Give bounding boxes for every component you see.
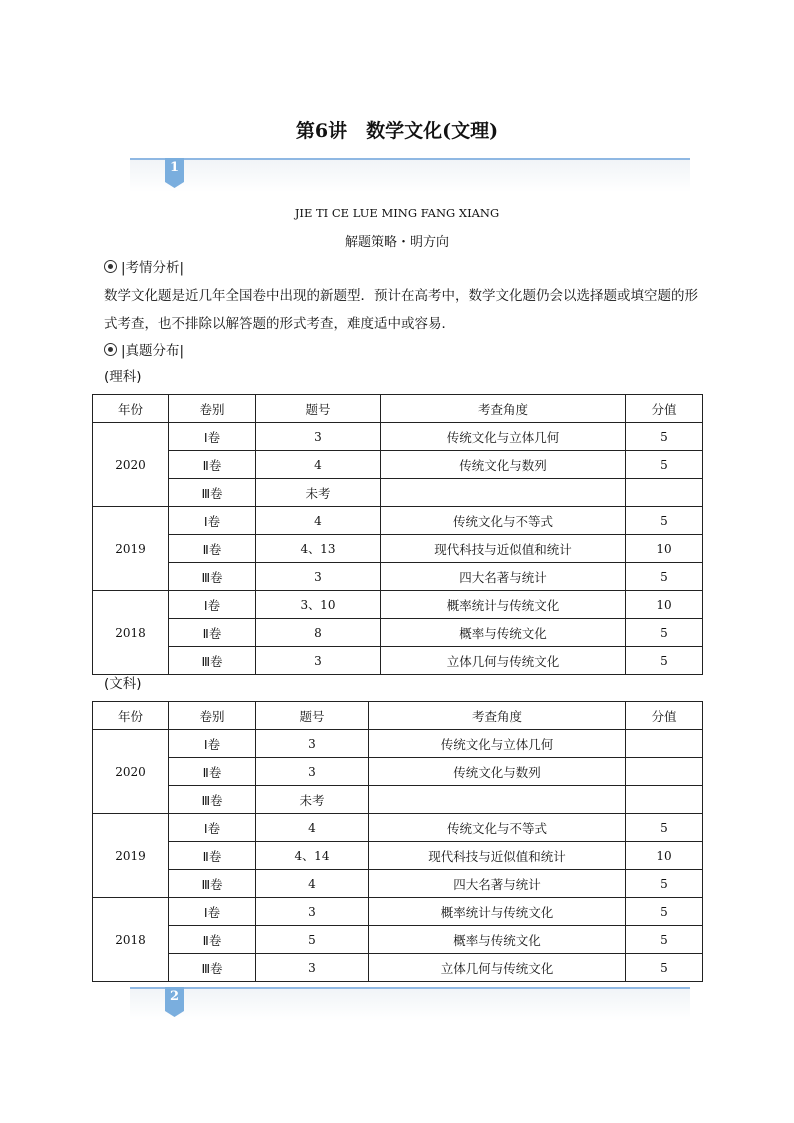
column-header: 题号	[256, 702, 369, 730]
cell-score: 5	[626, 898, 703, 926]
table-header-row	[93, 395, 703, 423]
column-header: 考查角度	[369, 702, 626, 730]
table-row	[93, 842, 703, 870]
table-row	[93, 479, 703, 507]
cell-score	[626, 730, 703, 758]
analysis-paragraph-line2: 式考查，也不排除以解答题的形式考查，难度适中或容易．	[104, 316, 455, 332]
column-header: 卷别	[169, 395, 256, 423]
circle-marker-icon	[104, 260, 117, 273]
subtitle: 解题策略・明方向	[344, 235, 449, 250]
cell-topic: 传统文化与数列	[369, 758, 626, 786]
cell-q: 3	[256, 647, 381, 675]
table-row	[93, 954, 703, 982]
cell-topic: 概率统计与传统文化	[369, 898, 626, 926]
cell-score: 5	[626, 563, 703, 591]
cell-score: 5	[626, 619, 703, 647]
cell-paper: Ⅲ卷	[169, 954, 256, 982]
table-row	[93, 451, 703, 479]
cell-topic: 概率与传统文化	[369, 926, 626, 954]
cell-year: 2018	[93, 591, 169, 675]
table-row	[93, 423, 703, 451]
cell-topic: 传统文化与立体几何	[381, 423, 626, 451]
cell-q: 4	[256, 507, 381, 535]
cell-q: 4	[256, 814, 369, 842]
cell-topic	[381, 479, 626, 507]
table-row	[93, 507, 703, 535]
cell-topic	[369, 786, 626, 814]
table-row	[93, 870, 703, 898]
cell-topic: 现代科技与近似值和统计	[369, 842, 626, 870]
cell-score	[626, 786, 703, 814]
table-row	[93, 535, 703, 563]
page-title: 第6讲 数学文化(文理)	[295, 120, 499, 142]
cell-topic: 传统文化与数列	[381, 451, 626, 479]
cell-paper: Ⅱ卷	[169, 758, 256, 786]
circle-marker-icon	[104, 343, 117, 356]
cell-score	[626, 479, 703, 507]
cell-q: 3	[256, 730, 369, 758]
column-header: 分值	[626, 702, 703, 730]
column-header: 分值	[626, 395, 703, 423]
cell-topic: 传统文化与立体几何	[369, 730, 626, 758]
cell-paper: Ⅰ卷	[169, 423, 256, 451]
column-header: 题号	[256, 395, 381, 423]
table-row	[93, 730, 703, 758]
cell-q: 未考	[256, 479, 381, 507]
cell-topic: 概率统计与传统文化	[381, 591, 626, 619]
cell-q: 3	[256, 423, 381, 451]
cell-year: 2020	[93, 730, 169, 814]
banner-number: 2	[169, 989, 180, 1004]
cell-topic: 传统文化与不等式	[369, 814, 626, 842]
cell-q: 4、13	[256, 535, 381, 563]
cell-paper: Ⅲ卷	[169, 563, 256, 591]
cell-score: 5	[626, 423, 703, 451]
science-label: (理科)	[104, 369, 142, 385]
cell-score: 5	[626, 926, 703, 954]
section-banner-1	[130, 156, 690, 194]
cell-q: 3	[256, 898, 369, 926]
cell-paper: Ⅱ卷	[169, 451, 256, 479]
cell-paper: Ⅰ卷	[169, 591, 256, 619]
cell-score: 5	[626, 814, 703, 842]
cell-topic: 现代科技与近似值和统计	[381, 535, 626, 563]
column-header: 年份	[93, 395, 169, 423]
section-heading-analysis: |考情分析|	[104, 254, 184, 282]
cell-q: 8	[256, 619, 381, 647]
cell-topic: 概率与传统文化	[381, 619, 626, 647]
table-row	[93, 647, 703, 675]
science-table	[92, 394, 703, 675]
cell-q: 4、14	[256, 842, 369, 870]
cell-paper: Ⅰ卷	[169, 507, 256, 535]
cell-paper: Ⅲ卷	[169, 786, 256, 814]
cell-paper: Ⅰ卷	[169, 898, 256, 926]
cell-year: 2020	[93, 423, 169, 507]
banner-number: 1	[169, 160, 180, 175]
cell-topic: 四大名著与统计	[381, 563, 626, 591]
cell-q: 3	[256, 563, 381, 591]
table-row	[93, 898, 703, 926]
cell-q: 4	[256, 870, 369, 898]
table-row	[93, 563, 703, 591]
cell-year: 2018	[93, 898, 169, 982]
cell-score: 5	[626, 451, 703, 479]
cell-q: 5	[256, 926, 369, 954]
cell-score	[626, 758, 703, 786]
table-row	[93, 758, 703, 786]
cell-score: 10	[626, 535, 703, 563]
cell-score: 5	[626, 507, 703, 535]
analysis-paragraph-line1: 数学文化题是近几年全国卷中出现的新题型．预计在高考中，数学文化题仍会以选择题或填空题的形	[104, 288, 698, 304]
table-row	[93, 814, 703, 842]
cell-paper: Ⅱ卷	[169, 926, 256, 954]
cell-q: 3、10	[256, 591, 381, 619]
cell-q: 3	[256, 758, 369, 786]
section-banner-2	[130, 985, 690, 1023]
cell-paper: Ⅱ卷	[169, 842, 256, 870]
cell-q: 4	[256, 451, 381, 479]
cell-paper: Ⅲ卷	[169, 647, 256, 675]
cell-paper: Ⅲ卷	[169, 479, 256, 507]
column-header: 考查角度	[381, 395, 626, 423]
cell-topic: 传统文化与不等式	[381, 507, 626, 535]
pinyin-heading: JIE TI CE LUE MING FANG XIANG	[294, 206, 500, 220]
section-heading-distribution: |真题分布|	[104, 337, 184, 365]
cell-topic: 四大名著与统计	[369, 870, 626, 898]
cell-q: 3	[256, 954, 369, 982]
column-header: 卷别	[169, 702, 256, 730]
cell-score: 10	[626, 842, 703, 870]
cell-score: 5	[626, 647, 703, 675]
cell-paper: Ⅲ卷	[169, 870, 256, 898]
cell-paper: Ⅰ卷	[169, 814, 256, 842]
cell-q: 未考	[256, 786, 369, 814]
cell-topic: 立体几何与传统文化	[369, 954, 626, 982]
cell-score: 10	[626, 591, 703, 619]
cell-topic: 立体几何与传统文化	[381, 647, 626, 675]
cell-paper: Ⅱ卷	[169, 619, 256, 647]
table-row	[93, 619, 703, 647]
cell-paper: Ⅱ卷	[169, 535, 256, 563]
arts-table	[92, 701, 703, 982]
arts-label: (文科)	[104, 676, 142, 692]
cell-score: 5	[626, 954, 703, 982]
table-row	[93, 591, 703, 619]
cell-year: 2019	[93, 507, 169, 591]
cell-year: 2019	[93, 814, 169, 898]
cell-score: 5	[626, 870, 703, 898]
column-header: 年份	[93, 702, 169, 730]
table-row	[93, 926, 703, 954]
table-row	[93, 786, 703, 814]
cell-paper: Ⅰ卷	[169, 730, 256, 758]
table-header-row	[93, 702, 703, 730]
